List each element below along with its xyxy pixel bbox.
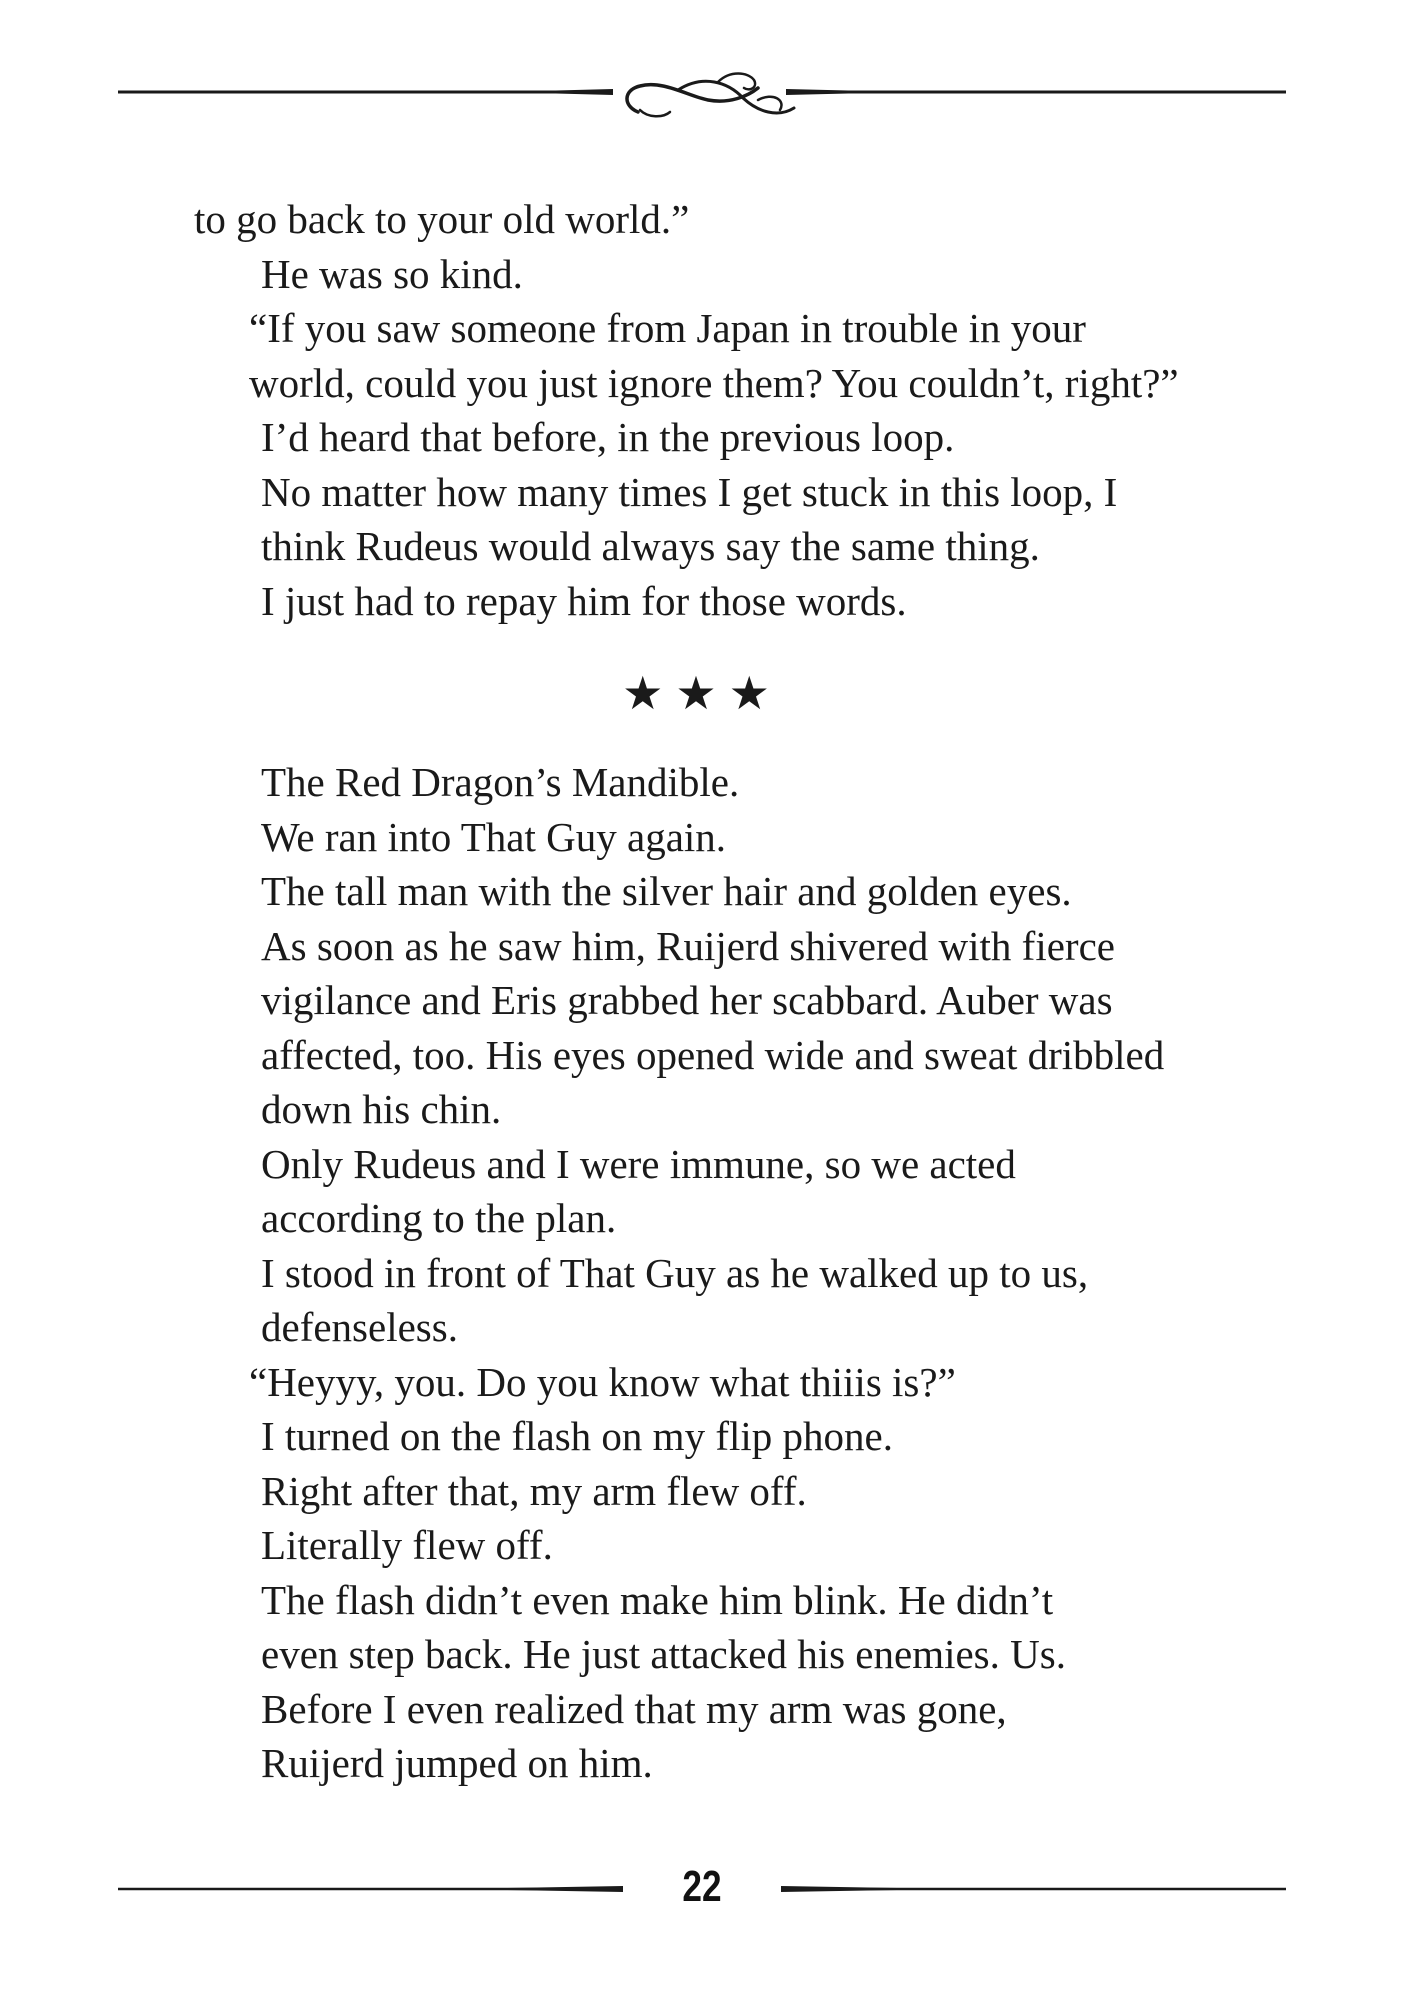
text-line: As soon as he saw him, Ruijerd shivered with fierce — [261, 922, 1115, 969]
paragraph — [194, 810, 1254, 865]
paragraph — [194, 247, 1254, 302]
text-line: Right after that, my arm flew off. — [261, 1467, 807, 1514]
header-rule-right-taper — [786, 89, 908, 95]
page-number: 22 — [682, 1862, 722, 1911]
text-line: The flash didn’t even make him blink. He didn’t — [261, 1576, 1054, 1623]
text-line: world, could you just ignore them? You couldn’t, right?” — [249, 359, 1179, 406]
paragraph — [194, 1246, 1254, 1355]
header-rule-left-taper — [498, 89, 613, 95]
paragraph — [194, 864, 1254, 919]
paragraph — [194, 192, 1254, 247]
text-line: I turned on the flash on my flip phone. — [261, 1413, 893, 1459]
text-line: No matter how many times I get stuck in this loop, I — [261, 468, 1118, 515]
text-line: I’d heard that before, in the previous loop. — [261, 414, 955, 460]
text-line: I just had to repay him for those words. — [261, 577, 907, 624]
text-line: Only Rudeus and I were immune, so we acted — [261, 1140, 1016, 1187]
text-line: to go back to your old world.” — [194, 196, 690, 242]
paragraph — [194, 1573, 1254, 1682]
text-line: Ruijerd jumped on him. — [261, 1740, 653, 1786]
text-line: according to the plan. — [261, 1195, 617, 1241]
paragraph — [194, 1682, 1254, 1791]
text-line: “Heyyy, you. Do you know what thiiis is?” — [249, 1358, 956, 1405]
scene-break-stars: ★★★ — [622, 666, 782, 720]
text-section-top — [194, 192, 1254, 628]
text-line: Literally flew off. — [261, 1522, 553, 1568]
text-line: He was so kind. — [261, 250, 523, 297]
paragraph — [194, 1464, 1254, 1519]
text-line: affected, too. His eyes opened wide and sweat dribbled — [261, 1031, 1165, 1078]
paragraph — [194, 1409, 1254, 1464]
text-section-bottom — [194, 755, 1254, 1791]
text-line: “If you saw someone from Japan in trouble in your — [249, 305, 1086, 351]
paragraph — [194, 1137, 1254, 1246]
text-line: The Red Dragon’s Mandible. — [261, 759, 740, 805]
paragraph — [194, 465, 1254, 574]
paragraph — [194, 1355, 1254, 1410]
header-ornament — [118, 60, 1286, 140]
text-line: I stood in front of That Guy as he walked up to us, — [261, 1249, 1089, 1296]
paragraph — [194, 410, 1254, 465]
text-line: The tall man with the silver hair and golden eyes. — [261, 868, 1072, 914]
text-line: down his chin. — [261, 1086, 502, 1132]
paragraph — [194, 919, 1254, 1137]
text-line: vigilance and Eris grabbed her scabbard. Auber was — [261, 977, 1113, 1023]
swirl-flourish-icon — [627, 74, 794, 117]
paragraph — [194, 1518, 1254, 1573]
text-line: Before I even realized that my arm was gone, — [261, 1685, 1007, 1732]
paragraph — [194, 301, 1254, 410]
paragraph — [194, 574, 1254, 629]
text-line: We ran into That Guy again. — [261, 813, 727, 860]
paragraph — [194, 755, 1254, 810]
text-line: think Rudeus would always say the same thing. — [261, 523, 1040, 569]
text-line: defenseless. — [261, 1304, 458, 1350]
text-line: even step back. He just attacked his enemies. Us. — [261, 1631, 1066, 1677]
